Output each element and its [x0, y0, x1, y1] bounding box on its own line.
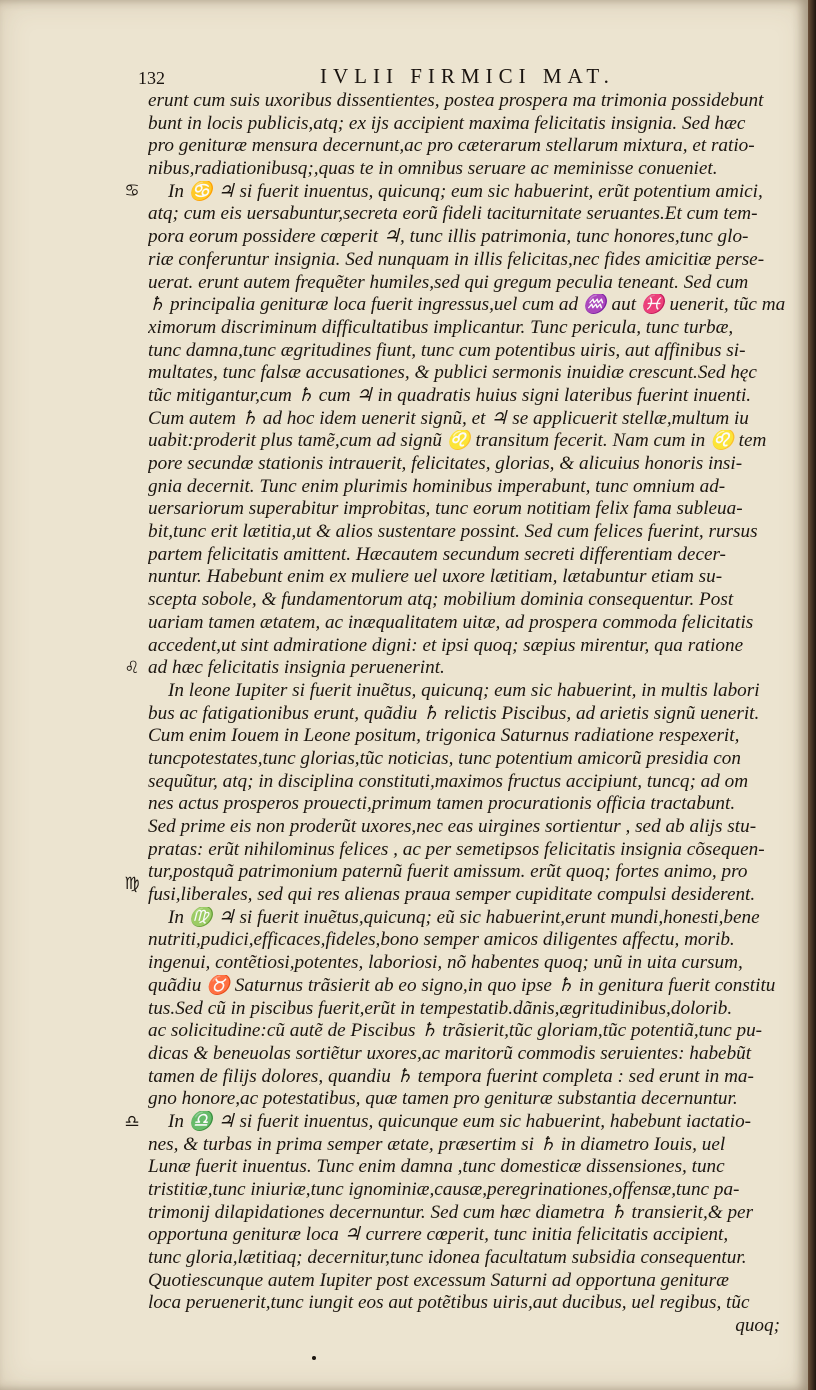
text-line: uerat. erunt autem frequẽter humiles,sed qui gregum peculia teneant. Sed cum [148, 271, 749, 293]
text-line: tuncpotestates,tunc glorias,tũc noticias, tunc potentium amicorũ presidia con [148, 747, 741, 769]
text-line: Cum enim Iouem in Leone positum, trigonica Saturnus radiatione respexerit, [148, 725, 740, 747]
text-line: Sed prime eis non proderũt uxores,nec eas uirgines sortientur , sed ab alijs stu- [148, 816, 757, 837]
text-line: fusi,liberales, sed qui res alienas praua semper cupiditate compulsi desiderent. [148, 884, 756, 906]
text-line: In ♍ ♃ si fuerit inuẽtus,quicunq; eũ sic habuerint,erunt mundi,honesti,bene [168, 906, 760, 928]
virgo-sign-marginal: ♍ [124, 874, 140, 894]
text-line: In ♎ ♃ si fuerit inuentus, quicunque eum sic habuerint, habebunt iactatio- [168, 1110, 752, 1132]
text-line: tristitiæ,tunc iniuriæ,tunc ignominiæ,causæ,peregrinationes,offensæ,tunc pa- [148, 1179, 740, 1200]
text-line: In ♋ ♃ si fuerit inuentus, quicunq; eum sic habuerint, erũt potentium amici, [168, 180, 763, 202]
text-line: gnia decernit. Tunc enim plurimis hominibus imperabunt, tunc omnium ad- [148, 475, 726, 497]
text-line: opportuna genituræ loca ♃ currere cœperit, tunc initia felicitatis accipient, [148, 1224, 729, 1246]
text-line: nibus,radiationibusq;,quas te in omnibus seruare ac meminisse conueniet. [148, 158, 718, 180]
text-line: uariam tamen ætatem, ac inæqualitatem uitæ, ad prospera commoda felicitatis [148, 611, 754, 633]
text-line: dicas & beneuolas sortiẽtur uxores,ac maritorũ commodis seruientes: habebũt [148, 1042, 752, 1064]
libra-sign-marginal: ♎ [124, 1112, 140, 1132]
text-line: erunt cum suis uxoribus dissentientes, postea prospera ma trimonia possidebunt [148, 90, 764, 111]
text-line: Quotiescunque autem Iupiter post excessum Saturni ad opportuna genituræ [148, 1269, 729, 1291]
body-text [148, 90, 788, 1338]
text-line: ac solicitudine:cũ autẽ de Piscibus ♄ trãsierit,tũc gloriam,tũc potentiã,tunc pu- [148, 1020, 763, 1042]
text-line: tur,postquã patrimonium paternũ fuerit amissum. erũt quoq; fortes animo, pro [148, 861, 748, 883]
text-line: uabit:proderit plus tamẽ,cum ad signũ ♌ transitum fecerit. Nam cum in ♌ tem [148, 430, 767, 452]
text-line: pro genituræ mensura decernunt,ac pro cæterarum stellarum mixtura, et ratio- [148, 135, 755, 157]
text-line: pora eorum possidere cœperit ♃, tunc illis patrimonia, tunc honores,tunc glo- [148, 226, 749, 248]
text-line: trimonij dilapidationes decernuntur. Sed cum hæc diametra ♄ transierit,& per [148, 1201, 754, 1223]
text-line: bus ac fatigationibus erunt, quãdiu ♄ relictis Piscibus, ad arietis signũ uenerit. [148, 702, 760, 724]
text-line: tamen de filijs dolores, quandiu ♄ tempora fuerint completa : sed erunt in ma- [148, 1065, 754, 1087]
text-line: accedent,ut sint admiratione digni: et ipsi quoq; sæpius mirentur, qua ratione [148, 634, 744, 656]
text-line: pore secundæ stationis intrauerit, felicitates, glorias, & alicuius honoris insi- [148, 453, 743, 474]
text-line: bunt in locis publicis,atq; ex ijs accipient maxima felicitatis insignia. Sed hæc [148, 112, 746, 134]
text-line: nes actus prosperos prouecti,primum tamen procurationis officia tractabunt. [148, 793, 736, 815]
text-line: riæ conferuntur insignia. Sed nunquam in illis felicitas,nec fides amicitiæ perse- [148, 248, 765, 270]
text-line: ximorum discriminum difficultatibus implicantur. Tunc pericula, tunc turbæ, [148, 316, 734, 338]
text-line: nuntur. Habebunt enim ex muliere uel uxore lætitiam, lætabuntur etiam su- [148, 566, 723, 588]
text-line: nes, & turbas in prima semper ætate, præsertim si ♄ in diametro Iouis, uel [148, 1133, 726, 1155]
text-line: Lunæ fuerit inuentus. Tunc enim damna ,tunc domesticæ dissensiones, tunc [148, 1156, 725, 1178]
text-line: partem felicitatis amittent. Hæcautem secundum secreti differentiam decer- [148, 543, 726, 565]
text-line: ♄ principalia genituræ loca fuerit ingressus,uel cum ad ♒ aut ♓ uenerit, tũc ma [148, 294, 786, 316]
text-line: loca peruenerit,tunc iungit eos aut potẽtibus uiris,aut ducibus, uel regibus, tũc [148, 1292, 750, 1314]
ink-speck [312, 1356, 316, 1360]
text-line: sequũtur, atq; in disciplina constituti,maximos fructus accipiunt, tuncq; ad om [148, 770, 749, 792]
text-line: ad hæc felicitatis insignia peruenerint. [148, 657, 445, 679]
text-line: quãdiu ♉ Saturnus trãsierit ab eo signo,in quo ipse ♄ in genitura fuerit constitu [148, 974, 776, 996]
text-line: nutriti,pudici,efficaces,fideles,bono semper amicos diligentes affectu, morib. [148, 929, 735, 951]
text-line: Cum autem ♄ ad hoc idem uenerit signũ, et ♃ se applicuerit stellæ,multum iu [148, 407, 749, 429]
text-line: tus.Sed cũ in piscibus fuerit,erũt in tempestatib.dãnis,ægritudinibus,dolorib. [148, 997, 733, 1019]
cancer-sign-marginal: ♋ [124, 181, 140, 201]
text-line: tũc mitigantur,cum ♄ cum ♃ in quadratis huius signi lateribus fuerint inuenti. [148, 384, 752, 406]
page-number: 132 [138, 68, 165, 88]
text-line: uersariorum superabitur improbitas, tunc eorum notitiam felix fama subleua- [148, 498, 743, 520]
page-header [130, 58, 780, 88]
text-line: bit,tunc erit lætitia,ut & alios sustentare possint. Sed cum felices fuerint, rursus [148, 521, 758, 543]
leo-sign-marginal: ♌ [124, 658, 140, 678]
text-line: tunc damna,tunc ægritudines fiunt, tunc cum potentibus uiris, aut affinibus si- [148, 339, 746, 361]
text-line: scepta sobole, & fundamentorum atq; mobilium dominia consequentur. Post [148, 589, 734, 611]
running-title: IVLII FIRMICI MAT. [320, 64, 615, 88]
text-line: gno honore,ac potestatibus, quæ tamen pro genituræ substantia decernuntur. [148, 1088, 738, 1110]
text-line: pratas: erũt nihilominus felices , ac per semetipsos felicitatis insignia cõsequen- [148, 838, 765, 860]
text-line: multates, tunc falsæ accusationes, & publici sermonis inuidiæ crescunt.Sed hęc [148, 362, 757, 384]
page-binding-edge [808, 0, 816, 1390]
text-line: In leone Iupiter si fuerit inuẽtus, quicunq; eum sic habuerint, in multis labori [168, 679, 760, 701]
catchword: quoq; [735, 1315, 780, 1337]
text-line: atq; cum eis uersabuntur,secreta eorũ fideli taciturnitate seruantes.Et cum tem- [148, 203, 758, 225]
text-line: ingenui, contẽtiosi,potentes, laboriosi, nõ habentes quoq; unũ in uita cursum, [148, 952, 743, 974]
text-line: tunc gloria,lætitiaq; decernitur,tunc idonea facultatum subsidia consequentur. [148, 1247, 747, 1269]
